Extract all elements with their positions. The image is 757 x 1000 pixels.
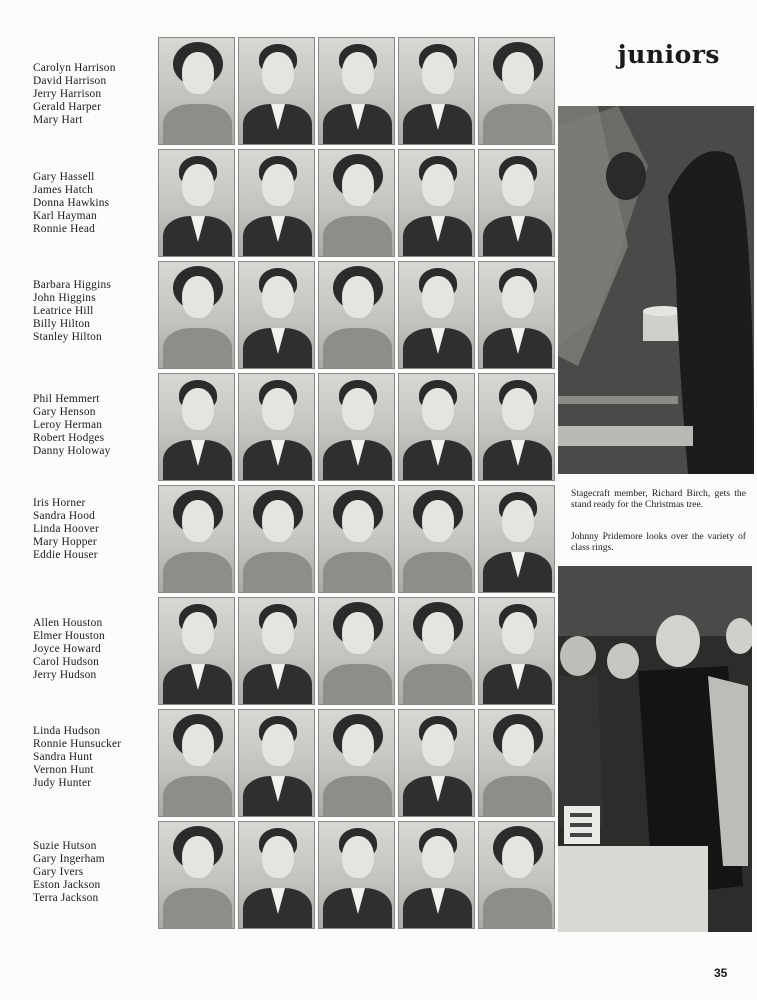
student-portrait [478,373,555,481]
student-portrait [398,821,475,929]
student-name: John Higgins [33,291,96,304]
name-list [33,171,153,236]
portrait-grid [158,37,555,933]
caption-stagecraft: Stagecraft member, Richard Birch, gets the stand ready for the Christmas tree. [571,488,746,510]
student-name: Jerry Harrison [33,87,102,100]
student-portrait [318,373,395,481]
student-portrait [318,821,395,929]
student-name: Vernon Hunt [33,763,94,776]
student-name: Terra Jackson [33,891,99,904]
student-portrait [238,261,315,369]
student-name: Donna Hawkins [33,196,110,209]
student-name: Mary Hopper [33,535,97,548]
student-name: Jerry Hudson [33,668,97,681]
student-name: Gerald Harper [33,100,102,113]
student-portrait [318,37,395,145]
caption-class-rings: Johnny Pridemore looks over the variety of class rings. [571,531,746,553]
student-name: Gary Ivers [33,865,84,878]
student-portrait [238,373,315,481]
student-name: Sandra Hunt [33,750,93,763]
student-name: Gary Hassell [33,171,95,183]
class-rings-photo [558,566,752,932]
student-name: Judy Hunter [33,776,92,789]
student-name: Eddie Houser [33,548,98,561]
student-name: Linda Hudson [33,725,101,737]
student-name: Leroy Herman [33,418,103,431]
student-portrait [398,709,475,817]
student-portrait [318,597,395,705]
student-portrait [478,261,555,369]
student-name: Joyce Howard [33,642,101,655]
student-portrait [478,821,555,929]
student-name: David Harrison [33,74,107,87]
student-portrait [478,149,555,257]
student-name: Gary Ingerham [33,852,105,865]
student-portrait [478,485,555,593]
student-portrait [398,37,475,145]
student-portrait [398,373,475,481]
student-portrait [158,485,235,593]
name-list [33,279,153,344]
student-portrait [478,597,555,705]
student-portrait [158,149,235,257]
name-list [33,840,153,905]
student-name: Elmer Houston [33,629,105,642]
student-portrait [478,709,555,817]
student-portrait [478,37,555,145]
stagecraft-photo [558,106,754,474]
name-list [33,497,153,562]
student-name: Danny Holoway [33,444,111,457]
student-portrait [238,709,315,817]
student-name: Barbara Higgins [33,279,111,291]
name-list [33,62,153,127]
student-name: Robert Hodges [33,431,105,444]
student-name: Mary Hart [33,113,83,126]
student-name: Linda Hoover [33,522,99,535]
student-name: Eston Jackson [33,878,101,891]
name-list [33,393,153,458]
student-name: Carolyn Harrison [33,62,116,74]
student-name: Karl Hayman [33,209,97,222]
student-name: Carol Hudson [33,655,99,668]
student-name: Iris Horner [33,497,86,509]
student-portrait [158,597,235,705]
student-portrait [238,821,315,929]
name-list [33,725,153,790]
student-portrait [158,373,235,481]
student-portrait [398,597,475,705]
student-name: Sandra Hood [33,509,95,522]
student-portrait [318,709,395,817]
page-number: 35 [714,966,728,980]
student-name: Billy Hilton [33,317,91,330]
student-portrait [158,261,235,369]
student-portrait [158,709,235,817]
student-portrait [238,485,315,593]
student-portrait [318,149,395,257]
student-portrait [158,821,235,929]
student-portrait [238,37,315,145]
student-portrait [398,485,475,593]
student-name: Suzie Hutson [33,840,97,852]
student-name: Gary Henson [33,405,96,418]
student-name: Allen Houston [33,617,103,629]
student-portrait [238,149,315,257]
student-name: Phil Hemmert [33,393,100,405]
page-title: juniors [617,40,720,69]
student-portrait [318,261,395,369]
student-portrait [318,485,395,593]
student-portrait [158,37,235,145]
student-name: Leatrice Hill [33,304,94,317]
student-name: James Hatch [33,183,94,196]
student-name: Stanley Hilton [33,330,102,343]
student-portrait [398,261,475,369]
name-list [33,617,153,682]
student-portrait [398,149,475,257]
student-portrait [238,597,315,705]
student-name: Ronnie Head [33,222,95,235]
student-name: Ronnie Hunsucker [33,737,122,750]
